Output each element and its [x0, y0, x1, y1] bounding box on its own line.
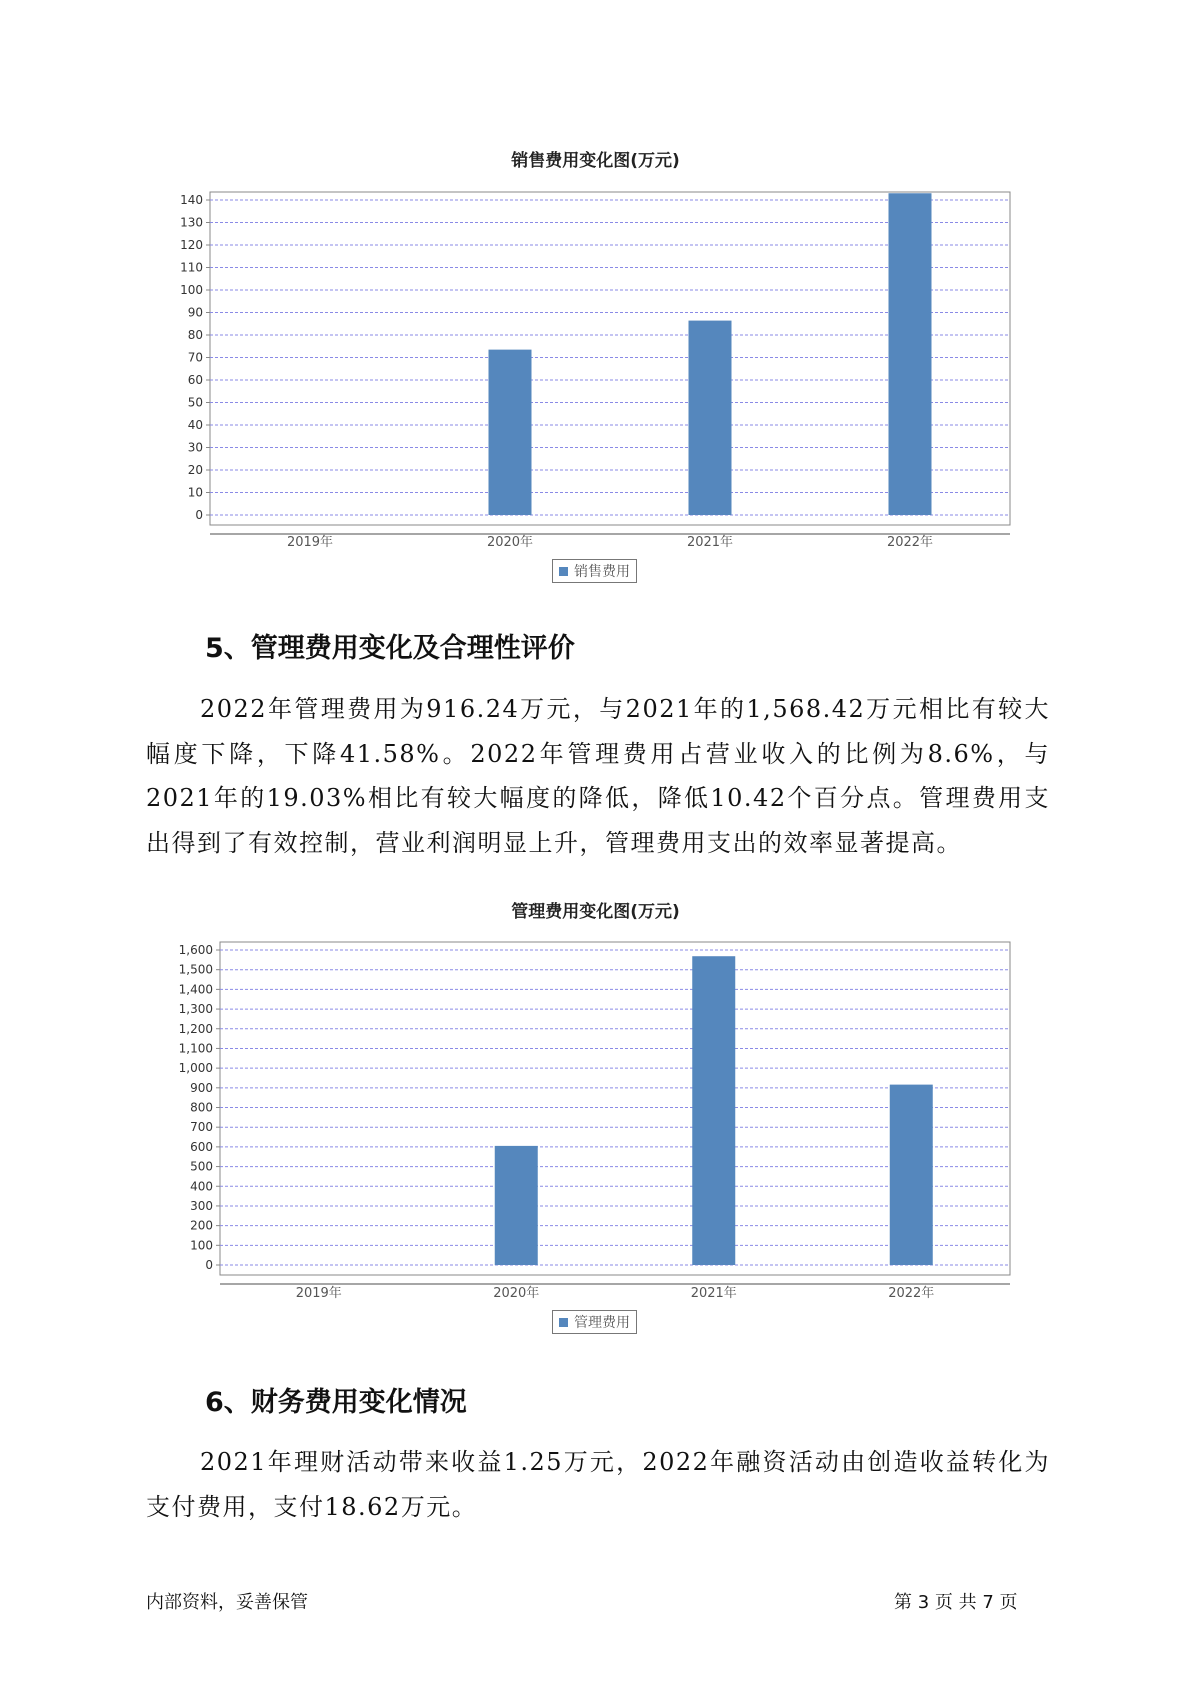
section-paragraph-5: 2022年管理费用为916.24万元，与2021年的1,568.42万元相比有较大幅度下降，下降41.58%。2022年管理费用占营业收入的比例为8.6%，与2021年的19.03%相比有较大幅度的降低，降低10.42个百分点。管理费用支出得到了有效控制，营业利润明显上升，管理费用支出的效率显著提高。 [146, 695, 1050, 857]
y-tick-label: 500 [190, 1159, 213, 1174]
y-tick-label: 1,000 [178, 1061, 213, 1076]
y-tick-label: 300 [190, 1198, 213, 1213]
x-tick-label: 2019年 [286, 535, 334, 550]
y-tick-label: 900 [190, 1080, 213, 1095]
chart-legend-sales [552, 559, 637, 583]
y-tick-label: 110 [180, 260, 203, 275]
y-tick-label: 60 [187, 373, 203, 387]
y-tick-label: 30 [187, 440, 203, 455]
bar [692, 956, 735, 1265]
y-tick-label: 700 [190, 1120, 213, 1135]
y-tick-label: 140 [180, 193, 203, 207]
y-tick-label: 80 [187, 328, 203, 342]
chart-title-admin: 管理费用变化图(万元) [511, 902, 680, 922]
section-heading-5: 5、管理费用变化及合理性评价 [205, 633, 575, 664]
x-tick-label: 2019年 [295, 1286, 342, 1301]
x-tick-label: 2021年 [690, 1286, 737, 1301]
y-tick-label: 100 [180, 283, 203, 297]
admin-expense-chart [0, 935, 1191, 1305]
bar [889, 193, 932, 515]
y-tick-label: 10 [187, 485, 203, 500]
y-tick-label: 200 [190, 1218, 213, 1233]
y-tick-label: 1,300 [178, 1002, 213, 1017]
y-tick-label: 130 [180, 215, 203, 230]
x-tick-label: 2021年 [686, 535, 734, 550]
x-tick-label: 2020年 [493, 1286, 540, 1301]
y-tick-label: 400 [190, 1179, 213, 1194]
section-paragraph-6: 2021年理财活动带来收益1.25万元，2022年融资活动由创造收益转化为支付费用，支付18.62万元。 [146, 1448, 1050, 1521]
x-tick-label: 2022年 [888, 1286, 935, 1301]
sales-expense-chart [0, 185, 1191, 555]
y-tick-label: 100 [190, 1238, 213, 1253]
section-heading-6: 6、财务费用变化情况 [205, 1387, 467, 1418]
y-tick-label: 0 [205, 1258, 213, 1272]
chart-legend-admin [552, 1310, 637, 1334]
y-tick-label: 800 [190, 1100, 213, 1115]
y-tick-label: 90 [187, 305, 203, 320]
y-tick-label: 20 [187, 463, 203, 477]
y-tick-label: 1,600 [178, 943, 213, 957]
bar [689, 321, 732, 515]
legend-swatch [559, 1318, 568, 1327]
y-tick-label: 50 [187, 395, 203, 410]
y-tick-label: 1,100 [178, 1041, 213, 1056]
y-tick-label: 600 [190, 1139, 213, 1154]
y-tick-label: 1,400 [178, 982, 213, 997]
bar [489, 350, 532, 515]
legend-label: 销售费用 [574, 564, 630, 580]
legend-label: 管理费用 [574, 1315, 630, 1331]
y-tick-label: 120 [180, 238, 203, 252]
footer-page-number: 第 3 页 共 7 页 [894, 1592, 1018, 1613]
y-tick-label: 1,200 [178, 1021, 213, 1036]
bar [890, 1085, 933, 1265]
chart-title-sales: 销售费用变化图(万元) [511, 151, 680, 171]
y-tick-label: 1,500 [178, 962, 213, 977]
footer-confidential: 内部资料，妥善保管 [146, 1592, 308, 1613]
legend-swatch [559, 567, 568, 576]
x-tick-label: 2020年 [486, 535, 534, 550]
y-tick-label: 0 [195, 508, 203, 522]
y-tick-label: 70 [187, 350, 203, 365]
x-tick-label: 2022年 [886, 535, 934, 550]
y-tick-label: 40 [187, 418, 203, 432]
bar [495, 1146, 538, 1265]
